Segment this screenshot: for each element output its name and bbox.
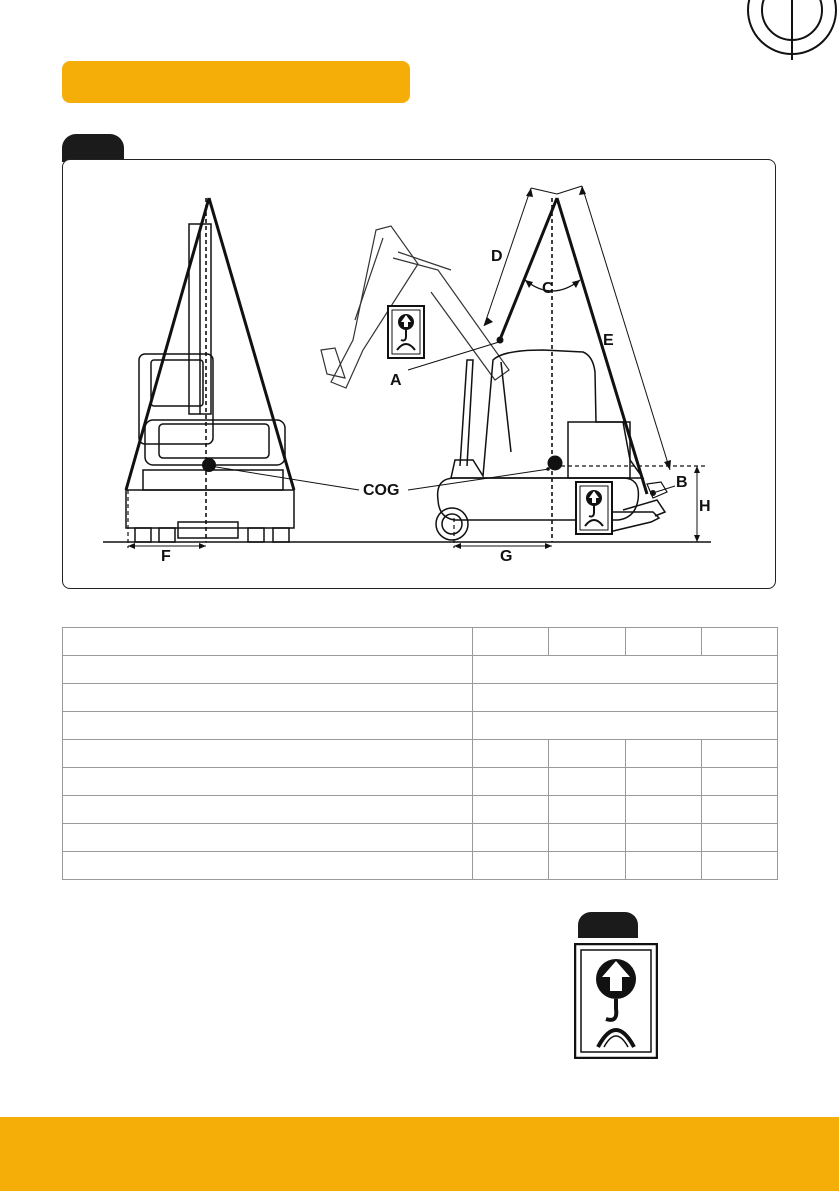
table-cell: [63, 740, 473, 768]
table-row: [63, 656, 778, 684]
table-cell: [625, 796, 701, 824]
label-e: E: [603, 332, 614, 349]
side-cog-marker: [548, 456, 563, 471]
table-row: [63, 628, 778, 656]
lifting-point-icon: [574, 943, 658, 1059]
lifting-diagram-panel: [62, 159, 776, 589]
table-cell: [549, 796, 625, 824]
corner-registration-mark-icon: [742, 0, 839, 60]
lifting-point-icon: [576, 482, 612, 534]
table-cell: [549, 768, 625, 796]
table-cell: [701, 740, 777, 768]
lifting-point-b: [650, 490, 656, 496]
table-cell: [473, 824, 549, 852]
front-cog-marker: [202, 458, 216, 472]
table-cell: [701, 852, 777, 880]
label-c: C: [542, 280, 554, 297]
footer-bar: [0, 1117, 839, 1191]
table-cell: [63, 852, 473, 880]
table-cell: [63, 684, 473, 712]
table-row: [63, 824, 778, 852]
table-row: [63, 740, 778, 768]
label-b: B: [676, 474, 688, 491]
side-sling-rear: [557, 198, 647, 494]
label-h: H: [699, 498, 711, 515]
table-row: [63, 796, 778, 824]
table-cell: [473, 796, 549, 824]
lifting-data-table: [62, 627, 778, 880]
table-cell: [63, 712, 473, 740]
table-cell: [549, 740, 625, 768]
label-cog: COG: [363, 482, 400, 499]
table-cell: [549, 852, 625, 880]
table-cell: [625, 852, 701, 880]
label-f: F: [161, 548, 171, 565]
table-row: [63, 712, 778, 740]
table-row: [63, 768, 778, 796]
figure-tab: [62, 134, 124, 162]
table-row: [63, 684, 778, 712]
table-cell: [63, 656, 473, 684]
label-a: A: [390, 372, 402, 389]
table-cell: [473, 768, 549, 796]
table-cell: [549, 628, 625, 656]
front-sling-left: [126, 198, 209, 490]
section-title-bar: [62, 61, 410, 103]
lifting-diagram: [63, 160, 776, 589]
table-cell: [473, 656, 778, 684]
table-cell: [625, 628, 701, 656]
table-cell: [63, 628, 473, 656]
table-cell: [473, 628, 549, 656]
table-cell: [473, 684, 778, 712]
table-cell: [473, 740, 549, 768]
table-cell: [625, 824, 701, 852]
table-cell: [63, 768, 473, 796]
table-cell: [473, 852, 549, 880]
table-cell: [63, 796, 473, 824]
table-cell: [625, 740, 701, 768]
table-cell: [63, 824, 473, 852]
table-cell: [701, 796, 777, 824]
table-cell: [473, 712, 778, 740]
figure-2-tab: [578, 912, 638, 938]
label-g: G: [500, 548, 513, 565]
table-cell: [625, 768, 701, 796]
table-cell: [701, 824, 777, 852]
table-row: [63, 852, 778, 880]
label-d: D: [491, 248, 503, 265]
front-view-machine: [126, 224, 294, 542]
table-cell: [549, 824, 625, 852]
front-sling-right: [209, 198, 294, 490]
side-sling-front: [501, 198, 557, 337]
table-cell: [701, 768, 777, 796]
lifting-point-icon: [388, 306, 424, 358]
table-cell: [701, 628, 777, 656]
